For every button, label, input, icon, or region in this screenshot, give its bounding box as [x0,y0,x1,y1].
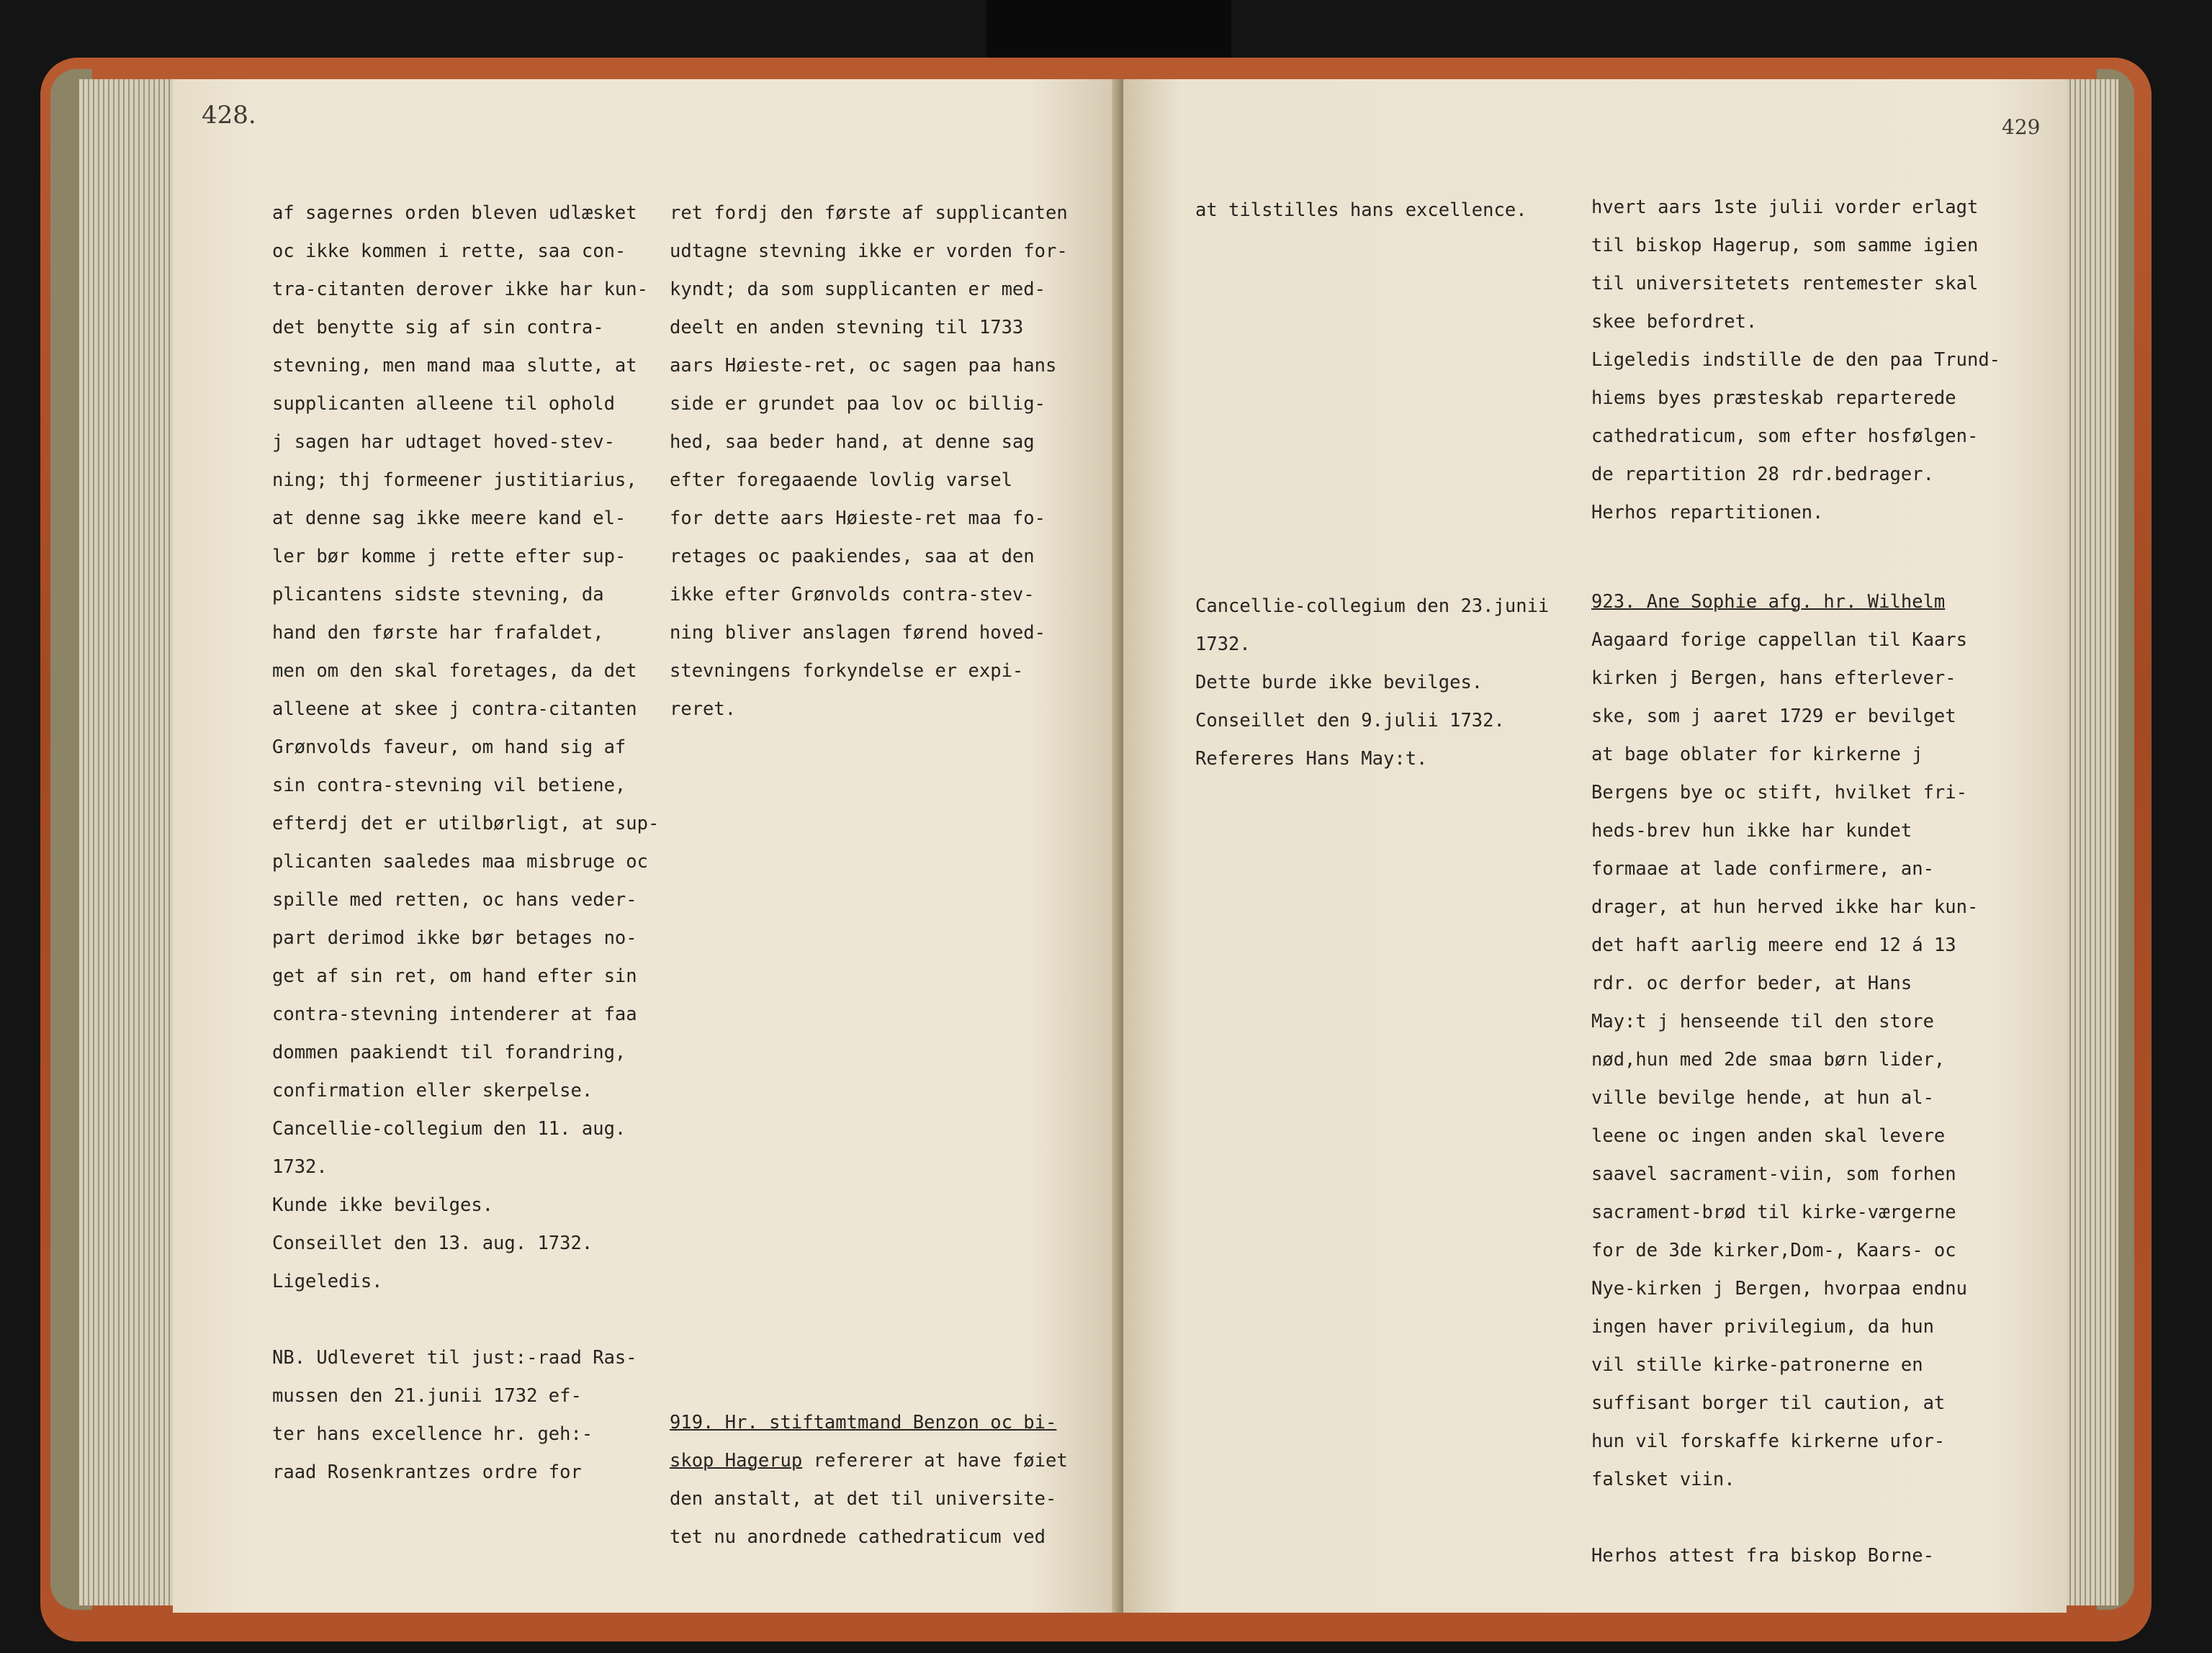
text-line: confirmation eller skerpelse. [272,1080,593,1102]
text-line: drager, at hun herved ikke har kun- [1591,896,1979,918]
text-line: mussen den 21.junii 1732 ef- [272,1385,582,1407]
text-column-3-top [1195,192,1527,230]
text-line: aars Høieste-ret, oc sagen paa hans [670,355,1057,377]
text-line: det benytte sig af sin contra- [272,317,604,338]
text-line: for de 3de kirker,Dom-, Kaars- oc [1591,1240,1956,1261]
text-line: vil stille kirke-patronerne en [1591,1354,1923,1376]
text-line: nød,hun med 2de smaa børn lider, [1591,1049,1946,1071]
text-line: Kunde ikke bevilges. [272,1194,494,1216]
text-line: til biskop Hagerup, som samme igien [1591,235,1979,256]
text-line: Herhos repartitionen. [1591,502,1824,523]
text-line: ikke efter Grønvolds contra-stev- [670,584,1035,605]
entry-919-line: refererer at have føiet [802,1450,1068,1472]
text-line: ter hans excellence hr. geh:- [272,1423,593,1445]
page-number-left: 428. [202,101,256,130]
text-line: den anstalt, at det til universite- [670,1488,1057,1510]
text-line: kyndt; da som supplicanten er med- [670,279,1046,300]
text-line: cathedraticum, som efter hosfølgen- [1591,425,1979,447]
page-edges-right [2061,79,2118,1605]
text-line: tra-citanten derover ikke har kun- [272,279,648,300]
text-line: ning bliver anslagen førend hoved- [670,622,1046,644]
text-line: suffisant borger til caution, at [1591,1392,1946,1414]
text-line [1591,1499,1978,1537]
text-line: Ligeledis. [272,1271,383,1292]
text-line: part derimod ikke bør betages no- [272,927,637,949]
entry-919-heading: 919. Hr. stiftamtmand Benzon oc bi- [670,1412,1057,1433]
text-line: oc ikke kommen i rette, saa con- [272,240,626,262]
text-line: ingen haver privilegium, da hun [1591,1316,1934,1338]
text-line: hun vil forskaffe kirkerne ufor- [1591,1431,1946,1452]
text-line: kirken j Bergen, hans efterlever- [1591,667,1956,689]
text-line: at bage oblater for kirkerne j [1591,744,1923,765]
text-line: plicantens sidste stevning, da [272,584,604,605]
text-line: hand den første har frafaldet, [272,622,604,644]
text-line: rdr. oc derfor beder, at Hans [1591,973,1912,994]
text-line: ske, som j aaret 1729 er bevilget [1591,706,1956,727]
text-line: hiems byes præsteskab reparterede [1591,387,1956,409]
text-line: hvert aars 1ste julii vorder erlagt [1591,197,1979,218]
text-line: contra-stevning intenderer at faa [272,1004,637,1025]
text-line: heds-brev hun ikke har kundet [1591,820,1912,842]
text-line: plicanten saaledes maa misbruge oc [272,851,648,873]
text-line: ler bør komme j rette efter sup- [272,546,626,567]
text-line: skee befordret. [1591,311,1758,333]
text-column-2 [670,194,1068,729]
entry-923-heading: 923. Ane Sophie afg. hr. Wilhelm [1591,591,1946,613]
text-column-3-resolution [1195,587,1549,778]
entry-919-heading-cont: skop Hagerup [670,1450,803,1472]
text-line: tet nu anordnede cathedraticum ved [670,1526,1046,1548]
text-line: get af sin ret, om hand efter sin [272,965,637,987]
text-line: Herhos attest fra biskop Borne- [1591,1545,1934,1567]
text-line: ret fordj den første af supplicanten [670,202,1068,224]
text-line: det haft aarlig meere end 12 á 13 [1591,934,1956,956]
text-line: leene oc ingen anden skal levere [1591,1125,1946,1147]
text-line: sin contra-stevning vil betiene, [272,775,626,796]
text-line: Conseillet den 9.julii 1732. [1195,710,1505,731]
text-line: retages oc paakiendes, saa at den [670,546,1035,567]
text-line: de repartition 28 rdr.bedrager. [1591,464,1934,485]
text-line: af sagernes orden bleven udlæsket [272,202,637,224]
text-line: Dette burde ikke bevilges. [1195,672,1483,693]
text-column-4-entry-923 [1591,583,1978,1575]
spine-shadow [986,0,1231,65]
text-line: udtagne stevning ikke er vorden for- [670,240,1068,262]
text-line: Aagaard forige cappellan til Kaars [1591,629,1967,651]
text-line: alleene at skee j contra-citanten [272,698,637,720]
text-line: Cancellie-collegium den 23.junii [1195,595,1550,617]
text-line: Refereres Hans May:t. [1195,748,1428,770]
text-line: side er grundet paa lov oc billig- [670,393,1046,415]
text-line: deelt en anden stevning til 1733 [670,317,1024,338]
text-line: men om den skal foretages, da det [272,660,637,682]
left-page [173,79,1123,1613]
text-line: saavel sacrament-viin, som forhen [1591,1163,1956,1185]
text-line: reret. [670,698,737,720]
text-line: spille med retten, oc hans veder- [272,889,637,911]
text-column-1 [272,194,659,1492]
text-line: hed, saa beder hand, at denne sag [670,431,1035,453]
text-line: Bergens bye oc stift, hvilket fri- [1591,782,1967,803]
text-line: Cancellie-collegium den 11. aug. [272,1118,626,1140]
text-line: sacrament-brød til kirke-værgerne [1591,1202,1956,1223]
text-line: stevning, men mand maa slutte, at [272,355,637,377]
text-line: supplicanten alleene til ophold [272,393,615,415]
text-line [272,1301,659,1339]
text-line: at tilstilles hans excellence. [1195,199,1527,221]
text-line: stevningens forkyndelse er expi- [670,660,1024,682]
text-line: 1732. [272,1156,328,1178]
text-line: formaae at lade confirmere, an- [1591,858,1934,880]
text-line: May:t j henseende til den store [1591,1011,1934,1032]
text-line: j sagen har udtaget hoved-stev- [272,431,615,453]
text-line: for dette aars Høieste-ret maa fo- [670,508,1046,529]
page-edges-left [79,79,187,1605]
text-line: Grønvolds faveur, om hand sig af [272,737,626,758]
page-number-right: 429 [2002,115,2041,139]
text-line: Ligeledis indstille de den paa Trund- [1591,349,2001,371]
text-column-2-entry-919 [670,1404,1068,1557]
text-line: raad Rosenkrantzes ordre for [272,1461,582,1483]
text-line: NB. Udleveret til just:-raad Ras- [272,1347,637,1369]
text-line: falsket viin. [1591,1469,1735,1490]
text-line: 1732. [1195,634,1251,655]
text-line: efterdj det er utilbørligt, at sup- [272,813,660,834]
text-line: Nye-kirken j Bergen, hvorpaa endnu [1591,1278,1967,1300]
text-line: at denne sag ikke meere kand el- [272,508,626,529]
text-line: Conseillet den 13. aug. 1732. [272,1233,593,1254]
text-column-4-top [1591,189,2000,532]
text-line: til universitetets rentemester skal [1591,273,1979,294]
text-line: dommen paakiendt til forandring, [272,1042,626,1063]
text-line: ning; thj formeener justitiarius, [272,469,637,491]
right-page [1123,79,2067,1613]
text-line: ville bevilge hende, at hun al- [1591,1087,1934,1109]
text-line: efter foregaaende lovlig varsel [670,469,1012,491]
